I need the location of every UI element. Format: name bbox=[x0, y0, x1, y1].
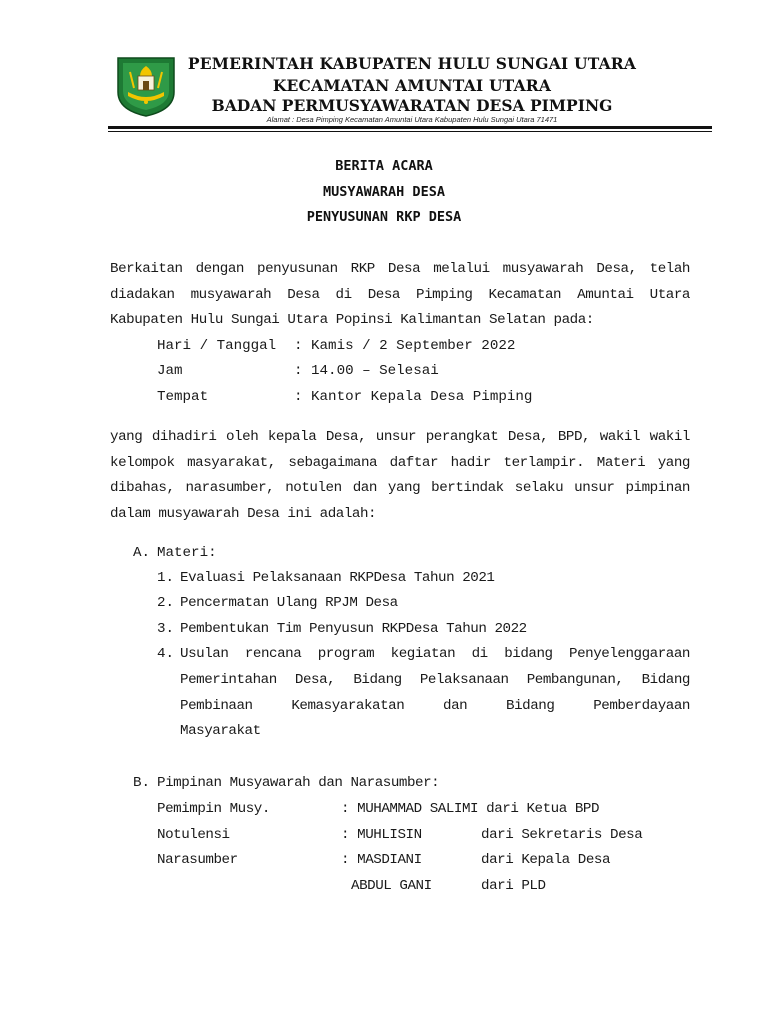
body-line-1: yang dihadiri oleh kepala Desa, unsur perangkat Desa, BPD, wakil wakil bbox=[110, 429, 690, 445]
schedule-value-day: : Kamis / 2 September 2022 bbox=[294, 338, 516, 354]
body-line-2: kelompok masyarakat, sebagaimana daftar hadir terlampir. Materi yang bbox=[110, 455, 690, 471]
participant-name: : MASDIANI bbox=[341, 852, 422, 868]
participant-role: Pemimpin Musy. bbox=[157, 801, 270, 817]
document-subtitle-2: PENYUSUNAN RKP DESA bbox=[306, 209, 462, 225]
section-a-heading: Materi: bbox=[157, 545, 217, 561]
letterhead-address: Alamat : Desa Pimping Kecamatan Amuntai Utara Kabupaten Hulu Sungai Utara 71471 bbox=[266, 115, 558, 124]
materi-item-number: 2. bbox=[157, 595, 175, 611]
participant-origin: dari Kepala Desa bbox=[481, 852, 611, 868]
schedule-label-day: Hari / Tanggal bbox=[157, 338, 277, 354]
materi-item-number: 1. bbox=[157, 570, 175, 586]
section-b-marker: B. bbox=[133, 775, 151, 791]
participant-origin: dari PLD bbox=[481, 878, 546, 894]
schedule-value-time: : 14.00 – Selesai bbox=[294, 363, 439, 379]
participant-name: : MUHAMMAD SALIMI dari Ketua BPD bbox=[341, 801, 600, 817]
participant-role: Narasumber bbox=[157, 852, 238, 868]
intro-line-1: Berkaitan dengan penyusunan RKP Desa melalui musyawarah Desa, telah bbox=[110, 261, 690, 277]
materi-item-text: Pembinaan Kemasyarakatan dan Bidang Pemberdayaan bbox=[180, 698, 690, 714]
body-line-4: dalam musyawarah Desa ini adalah: bbox=[110, 506, 377, 522]
participant-name: : MUHLISIN bbox=[341, 827, 422, 843]
letterhead-rule-thick bbox=[108, 126, 712, 129]
materi-item-text: Pemerintahan Desa, Bidang Pelaksanaan Pembangunan, Bidang bbox=[180, 672, 690, 688]
body-line-3: dibahas, narasumber, notulen dan yang bertindak selaku unsur pimpinan bbox=[110, 480, 690, 496]
materi-item-text: Pencermatan Ulang RPJM Desa bbox=[180, 595, 398, 611]
participant-role: Notulensi bbox=[157, 827, 230, 843]
materi-item-text: Masyarakat bbox=[180, 723, 261, 739]
materi-item-text: Pembentukan Tim Penyusun RKPDesa Tahun 2022 bbox=[180, 621, 527, 637]
letterhead-line-3: BADAN PERMUSYAWARATAN DESA PIMPING bbox=[211, 96, 613, 115]
materi-item-text: Usulan rencana program kegiatan di bidang Penyelenggaraan bbox=[180, 646, 690, 662]
letterhead-line-1: PEMERINTAH KABUPATEN HULU SUNGAI UTARA bbox=[187, 54, 637, 73]
intro-line-2: diadakan musyawarah Desa di Desa Pimping Kecamatan Amuntai Utara bbox=[110, 287, 690, 303]
section-b-heading: Pimpinan Musyawarah dan Narasumber: bbox=[157, 775, 440, 791]
materi-item-number: 3. bbox=[157, 621, 175, 637]
materi-item-number: 4. bbox=[157, 646, 175, 662]
letterhead-rule-thin bbox=[108, 131, 712, 132]
document-title: BERITA ACARA bbox=[335, 158, 433, 174]
document-subtitle: MUSYAWARAH DESA bbox=[323, 184, 445, 200]
participant-origin: dari Sekretaris Desa bbox=[481, 827, 643, 843]
schedule-label-place: Tempat bbox=[157, 389, 209, 405]
letterhead-line-2: KECAMATAN AMUNTAI UTARA bbox=[272, 76, 552, 95]
participant-name: ABDUL GANI bbox=[351, 878, 432, 894]
schedule-label-time: Jam bbox=[157, 363, 183, 379]
materi-item-text: Evaluasi Pelaksanaan RKPDesa Tahun 2021 bbox=[180, 570, 495, 586]
section-a-marker: A. bbox=[133, 545, 151, 561]
schedule-value-place: : Kantor Kepala Desa Pimping bbox=[294, 389, 533, 405]
intro-line-3: Kabupaten Hulu Sungai Utara Popinsi Kalimantan Selatan pada: bbox=[110, 312, 594, 328]
